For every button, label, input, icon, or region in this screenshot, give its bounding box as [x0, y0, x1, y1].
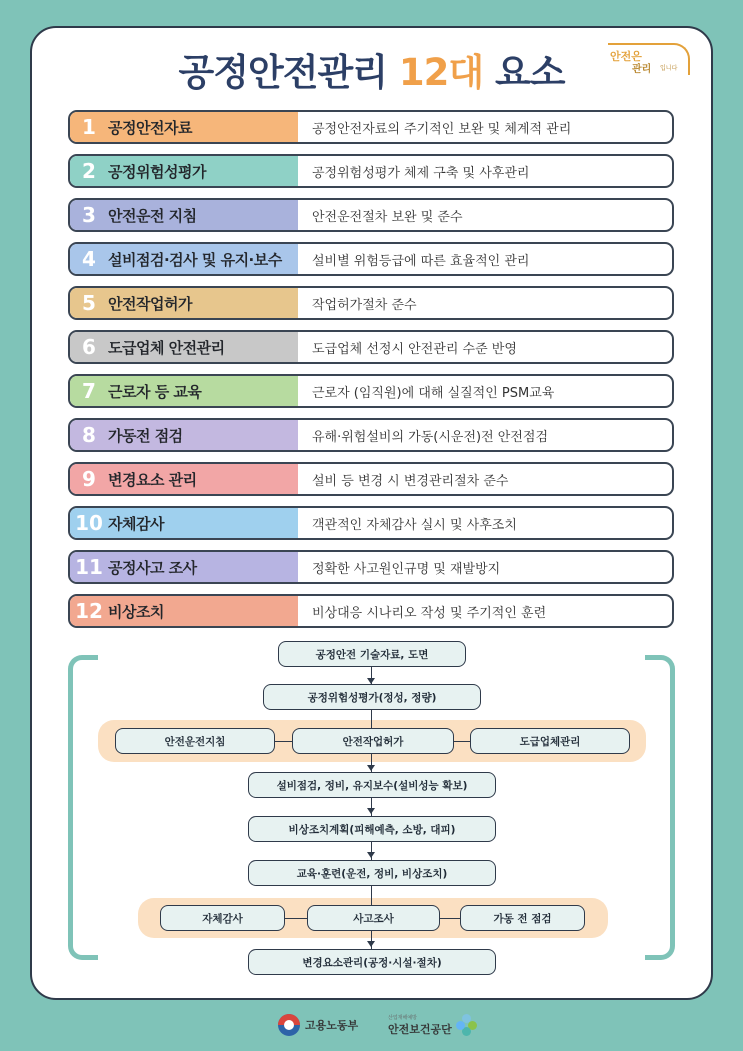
element-number: 2 [82, 159, 96, 183]
flow-step-operating-procedures: 안전운전지침 [115, 728, 275, 754]
element-tag [70, 376, 298, 406]
flow-step-maintenance: 설비점검, 정비, 유지보수(설비성능 확보) [248, 772, 496, 798]
element-tag [70, 156, 298, 186]
element-number: 5 [82, 291, 96, 315]
kosha-subtitle: 산업재해예방 [388, 1014, 417, 1021]
element-tag [70, 420, 298, 450]
element-label: 자체감사 [108, 514, 164, 533]
element-row [68, 286, 674, 320]
element-tag [70, 596, 298, 626]
element-number: 9 [82, 467, 96, 491]
flow-arrow [367, 941, 375, 947]
brand-line1: 안전은 [610, 50, 642, 63]
flow-step-training: 교육·훈련(운전, 정비, 비상조치) [248, 860, 496, 886]
title-main: 공정안전관리 [178, 51, 387, 94]
flow-arrow [367, 852, 375, 858]
moel-emblem-icon [278, 1014, 300, 1036]
element-row [68, 594, 674, 628]
flow-step-management-of-change: 변경요소관리(공정·시설·절차) [248, 949, 496, 975]
element-description: 안전운전절차 보완 및 준수 [312, 209, 463, 225]
element-label: 공정사고 조사 [108, 558, 197, 577]
element-row [68, 550, 674, 584]
flow-step-incident-investigation: 사고조사 [307, 905, 440, 931]
element-row [68, 374, 674, 408]
element-label: 설비점검·검사 및 유지·보수 [108, 250, 282, 269]
element-description: 공정안전자료의 주기적인 보완 및 체계적 관리 [312, 121, 572, 137]
element-row [68, 242, 674, 276]
brand-line2: 관리 [632, 64, 652, 75]
element-tag [70, 332, 298, 362]
element-label: 안전운전 지침 [108, 206, 197, 225]
element-description: 도급업체 선정시 안전관리 수준 반영 [312, 341, 517, 357]
element-description: 근로자 (임직원)에 대해 실질적인 PSM교육 [312, 385, 555, 401]
flow-step-self-audit: 자체감사 [160, 905, 285, 931]
flow-step-risk-assessment: 공정위험성평가(정성, 정량) [263, 684, 481, 710]
element-number: 7 [82, 379, 96, 403]
moel-name: 고용노동부 [305, 1019, 359, 1032]
flow-step-work-permit: 안전작업허가 [292, 728, 454, 754]
element-label: 변경요소 관리 [108, 470, 197, 489]
element-description: 비상대응 시나리오 작성 및 주기적인 훈련 [312, 605, 547, 621]
element-label: 도급업체 안전관리 [108, 338, 225, 357]
element-row [68, 198, 674, 232]
title-accent: 12대 [398, 51, 484, 94]
element-number: 10 [75, 511, 103, 535]
element-number: 4 [82, 247, 96, 271]
frame-bracket-right [645, 655, 675, 960]
title-tail: 요소 [494, 51, 565, 94]
element-tag [70, 464, 298, 494]
flow-step-pre-startup-review: 가동 전 점검 [460, 905, 585, 931]
element-number: 3 [82, 203, 96, 227]
element-description: 설비별 위험등급에 따른 효율적인 관리 [312, 253, 530, 269]
element-description: 유해·위험설비의 가동(시운전)전 안전점검 [312, 429, 549, 445]
element-row [68, 506, 674, 540]
element-row [68, 462, 674, 496]
brand-line3: 입니다 [660, 65, 678, 72]
element-description: 설비 등 변경 시 변경관리절차 준수 [312, 473, 509, 489]
element-tag [70, 112, 298, 142]
kosha-footer-logo [388, 1012, 478, 1038]
element-tag [70, 552, 298, 582]
element-tag [70, 288, 298, 318]
kosha-text [388, 1014, 452, 1037]
element-description: 작업허가절차 준수 [312, 297, 417, 313]
flow-step-contractor-management: 도급업체관리 [470, 728, 630, 754]
element-row [68, 110, 674, 144]
element-label: 안전작업허가 [108, 294, 192, 313]
element-label: 공정안전자료 [108, 118, 192, 137]
element-number: 6 [82, 335, 96, 359]
element-tag [70, 244, 298, 274]
element-row [68, 418, 674, 452]
flow-arrow [367, 808, 375, 814]
kosha-emblem-icon [456, 1014, 478, 1036]
element-number: 11 [75, 555, 103, 579]
element-label: 비상조치 [108, 602, 164, 621]
brand-logo [610, 46, 690, 76]
element-description: 공정위험성평가 체제 구축 및 사후관리 [312, 165, 530, 181]
element-number: 1 [82, 115, 96, 139]
flow-step-tech-data: 공정안전 기술자료, 도면 [278, 641, 466, 667]
element-row [68, 330, 674, 364]
element-tag [70, 200, 298, 230]
element-row [68, 154, 674, 188]
element-description: 정확한 사고원인규명 및 재발방지 [312, 561, 501, 577]
frame-bracket-left [68, 655, 98, 960]
element-description: 객관적인 자체감사 실시 및 사후조치 [312, 517, 517, 533]
element-number: 12 [75, 599, 103, 623]
element-label: 공정위험성평가 [108, 162, 206, 181]
element-label: 근로자 등 교육 [108, 382, 202, 401]
flow-arrow [367, 765, 375, 771]
element-label: 가동전 점검 [108, 426, 183, 445]
flow-step-emergency-plan: 비상조치계획(피해예측, 소방, 대피) [248, 816, 496, 842]
element-tag [70, 508, 298, 538]
moel-footer-logo [278, 1012, 358, 1038]
kosha-name: 안전보건공단 [388, 1022, 452, 1036]
element-number: 8 [82, 423, 96, 447]
